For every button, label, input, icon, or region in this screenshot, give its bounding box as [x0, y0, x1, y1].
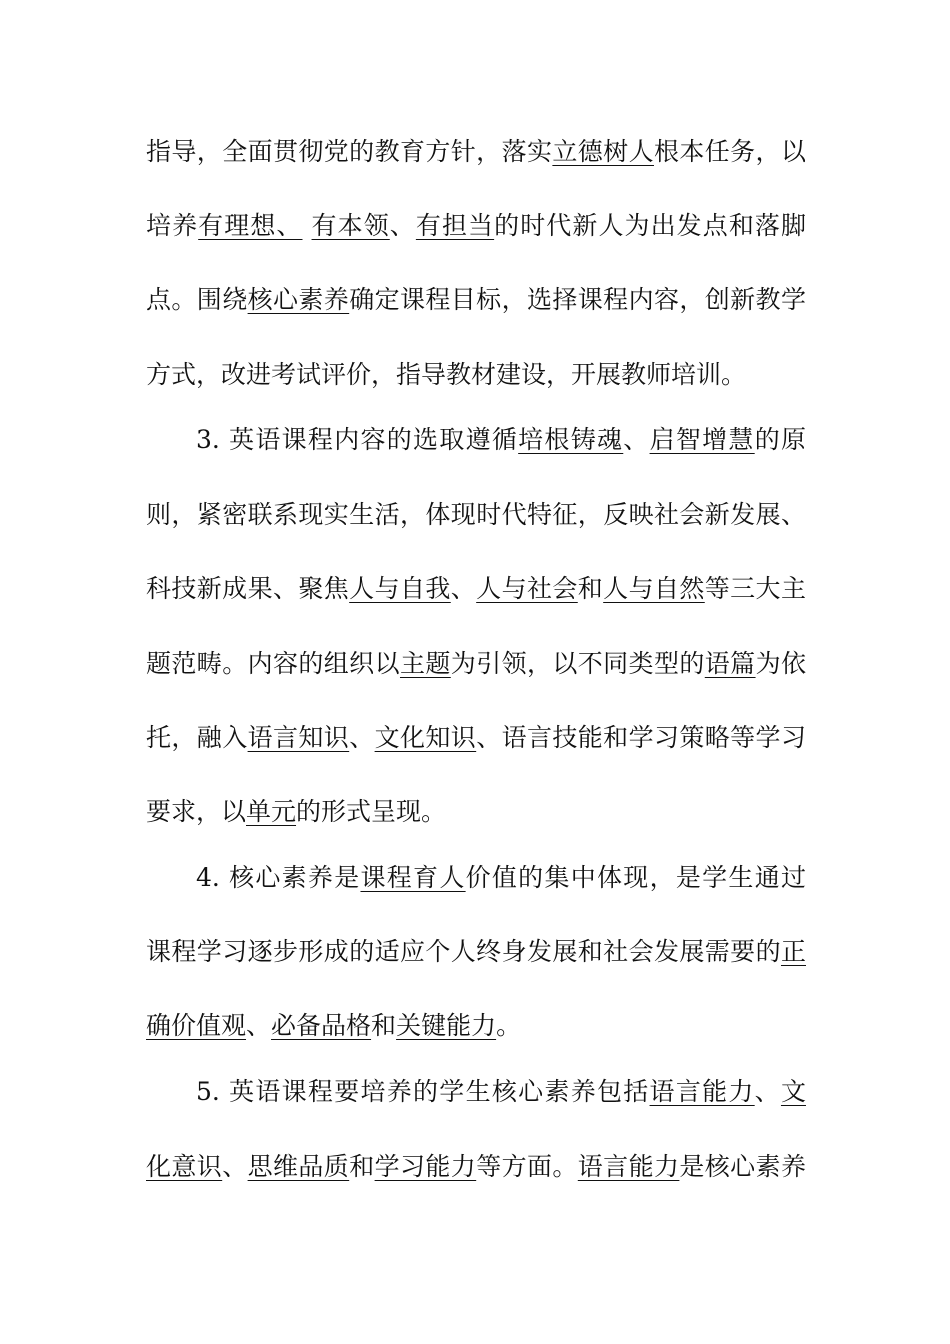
underlined-term: 人与自然	[603, 574, 705, 603]
text-segment: 等三大主	[704, 574, 806, 603]
underlined-term: 正	[780, 937, 806, 966]
text-line-8	[146, 642, 806, 686]
text-segment: 价值的集中体现，是学生通过	[465, 863, 806, 892]
text-segment: 则，紧密联系现实生活，体现时代特征，反映社会新发展、	[146, 500, 806, 529]
text-line-1	[146, 130, 806, 174]
underlined-term: 启智增慧	[649, 425, 755, 454]
text-segment: 的形式呈现。	[296, 797, 447, 826]
underlined-term: 必备品格	[271, 1011, 372, 1040]
text-line-4	[146, 353, 806, 397]
underlined-term: 关键能力	[396, 1011, 497, 1040]
text-segment: 要求，以	[146, 797, 247, 826]
text-segment: 指导，全面贯彻党的教育方针，落实	[146, 137, 553, 166]
underlined-term: 语言能力	[649, 1077, 755, 1106]
text-segment: 的时代新人为出发点和落脚	[494, 211, 806, 240]
text-segment: 、	[389, 211, 416, 240]
underlined-term: 培根铸魂	[518, 425, 624, 454]
text-segment: 题范畴。内容的组织以	[146, 649, 400, 678]
text-segment: 、	[450, 574, 477, 603]
text-segment: 、	[246, 1011, 272, 1040]
text-segment: 托，融入	[146, 723, 248, 752]
underlined-term: 立德树人	[552, 137, 654, 166]
underlined-term: 语言能力	[577, 1152, 680, 1181]
text-segment: 确定课程目标，选择课程内容，创新教学	[349, 285, 806, 314]
text-segment: 、语言技能和学习策略等学习	[476, 723, 806, 752]
text-segment: 点。围绕	[146, 285, 248, 314]
underlined-term: 人与社会	[476, 574, 578, 603]
text-segment: 是核心素养	[679, 1152, 806, 1181]
text-segment: 和	[349, 1152, 375, 1181]
underlined-term: 化意识	[146, 1152, 223, 1181]
text-segment: 、	[623, 425, 650, 454]
underlined-term: 主题	[399, 649, 451, 678]
underlined-term: 语言知识	[247, 723, 350, 752]
text-line-13	[146, 1004, 806, 1048]
underlined-term: 有担当	[415, 211, 495, 240]
text-segment: 5. 英语课程要培养的学生核心素养包括	[196, 1077, 650, 1106]
text-segment: 等方面。	[476, 1152, 578, 1181]
text-segment: 和	[371, 1011, 397, 1040]
text-segment: 培养	[146, 211, 199, 240]
text-segment: 为引领，以不同类型的	[450, 649, 705, 678]
text-line-14	[146, 1070, 806, 1114]
text-segment	[303, 211, 312, 240]
text-segment: 、	[349, 723, 375, 752]
text-segment: 科技新成果、聚焦	[146, 574, 350, 603]
text-segment: 3. 英语课程内容的选取遵循	[196, 425, 519, 454]
underlined-term: 学习能力	[374, 1152, 477, 1181]
text-line-5	[146, 418, 806, 462]
text-segment: 根本任务，以	[653, 137, 806, 166]
text-line-2	[146, 204, 806, 248]
text-line-9	[146, 716, 806, 760]
text-line-10	[146, 790, 806, 834]
text-segment: 、	[754, 1077, 781, 1106]
text-segment: 为依	[755, 649, 806, 678]
underlined-term: 核心素养	[247, 285, 350, 314]
text-line-12	[146, 930, 806, 974]
text-segment: 4. 核心素养是	[196, 863, 361, 892]
text-segment: 、	[222, 1152, 248, 1181]
text-line-7	[146, 567, 806, 611]
underlined-term: 有理想、	[198, 211, 303, 240]
underlined-term: 课程育人	[360, 863, 466, 892]
text-line-15	[146, 1145, 806, 1189]
text-segment: 课程学习逐步形成的适应个人终身发展和社会发展需要的	[146, 937, 781, 966]
text-line-3	[146, 278, 806, 322]
underlined-term: 确价值观	[146, 1011, 247, 1040]
text-line-11	[146, 856, 806, 900]
underlined-term: 语篇	[704, 649, 756, 678]
underlined-term: 思维品质	[247, 1152, 350, 1181]
underlined-term: 有本领	[311, 211, 390, 240]
underlined-term: 文化知识	[374, 723, 477, 752]
text-segment: 的原	[754, 425, 806, 454]
underlined-term: 人与自我	[349, 574, 451, 603]
text-segment: 。	[496, 1011, 522, 1040]
text-segment: 和	[577, 574, 604, 603]
text-line-6	[146, 493, 806, 537]
underlined-term: 单元	[246, 797, 297, 826]
underlined-term: 文	[780, 1077, 806, 1106]
text-segment: 方式，改进考试评价，指导教材建设，开展教师培训。	[146, 360, 747, 389]
